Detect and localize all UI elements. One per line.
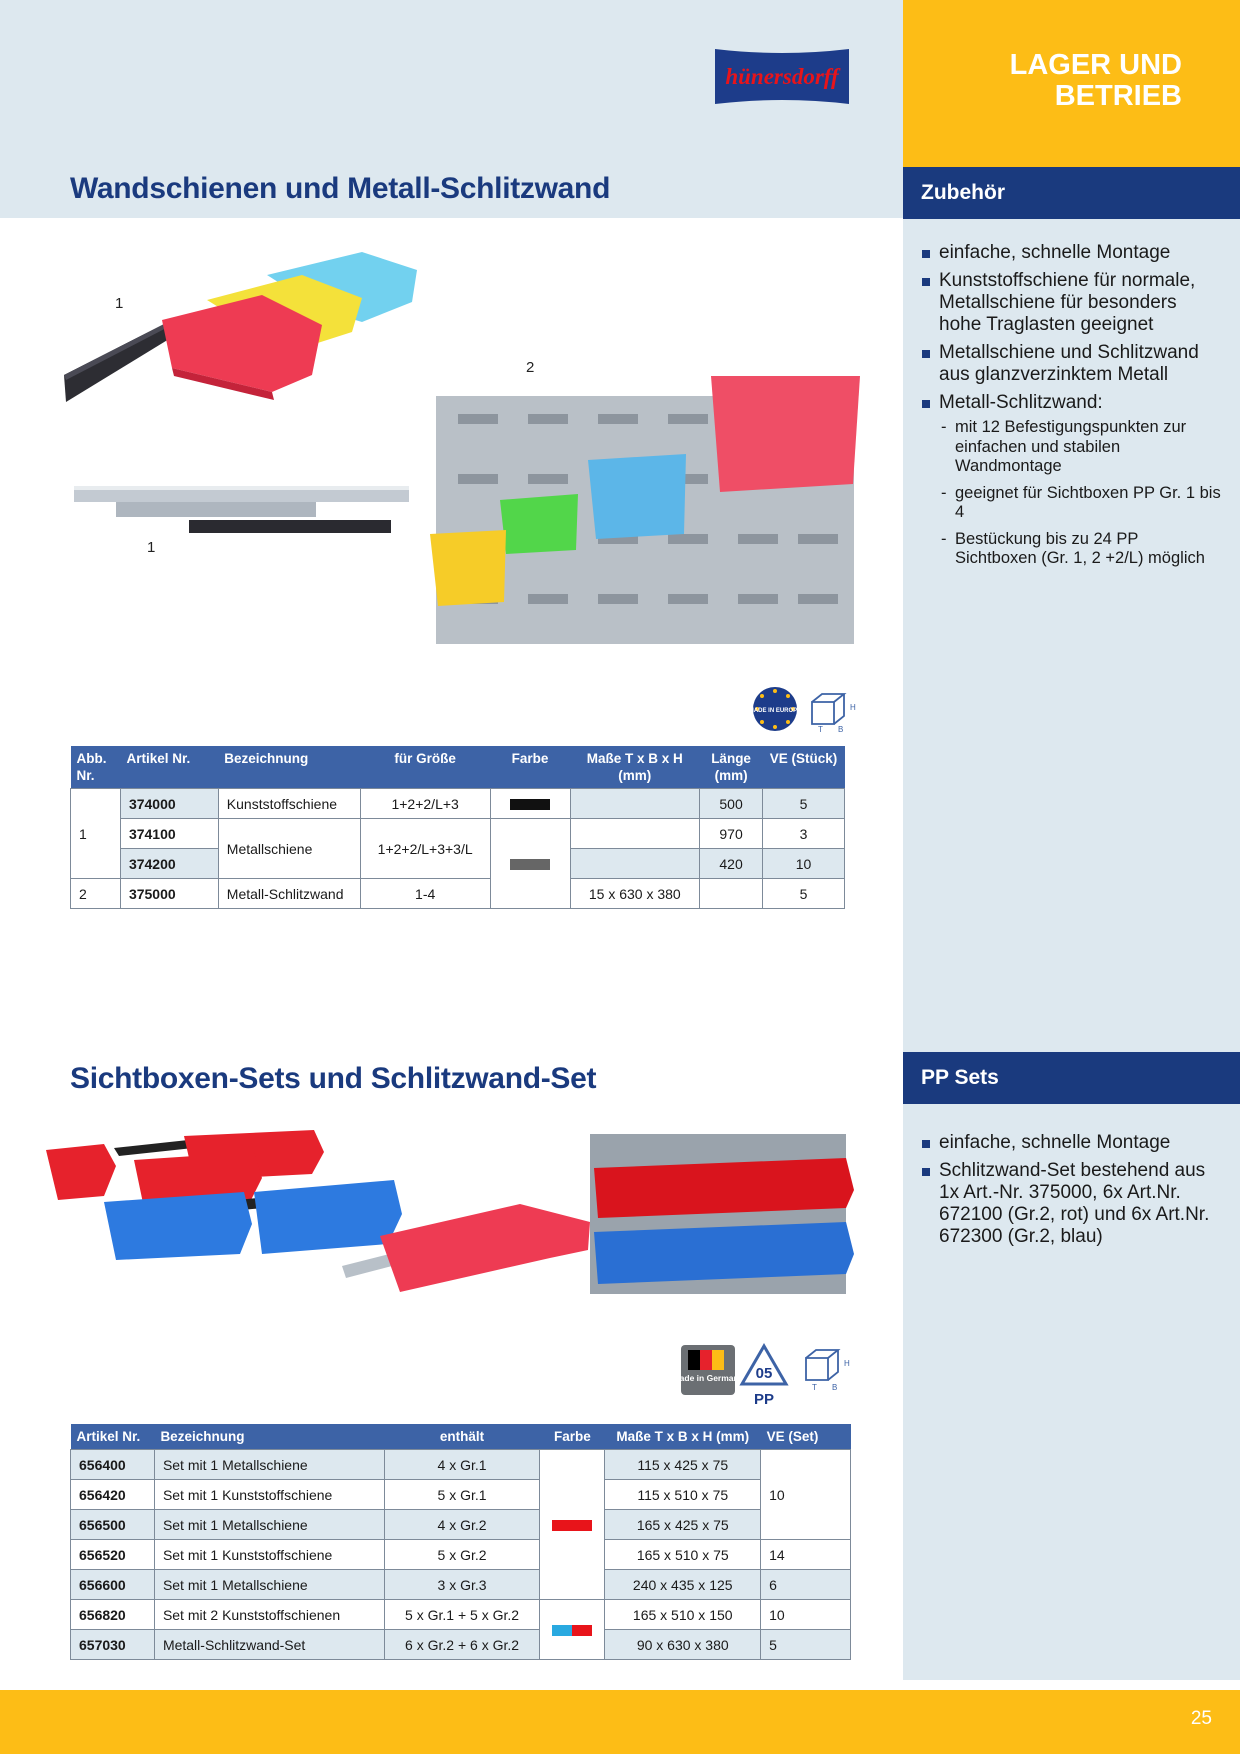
made-in-europe-badge — [748, 686, 802, 732]
col-header: Maße T x B x H (mm) — [605, 1424, 761, 1450]
col-header: VE (Set) — [761, 1424, 851, 1450]
footer-band — [0, 1690, 1240, 1754]
cell-masse: 240 x 435 x 125 — [605, 1570, 761, 1600]
callout-1b: 1 — [147, 539, 156, 556]
col-header: Länge (mm) — [700, 746, 763, 789]
cell-farbe — [490, 819, 570, 909]
cell-groesse: 1-4 — [360, 879, 490, 909]
cell-artikel: 657030 — [71, 1630, 155, 1660]
bullet-item — [921, 1160, 1221, 1248]
cell-farbe — [490, 789, 570, 819]
dim-b-label: B — [832, 1383, 838, 1392]
bullet-item — [921, 242, 1221, 264]
col-header: Abb. Nr. — [71, 746, 121, 789]
cell-masse: 15 x 630 x 380 — [570, 879, 700, 909]
col-header: Artikel Nr. — [71, 1424, 155, 1450]
slotted-wall-set-photo — [588, 1128, 860, 1296]
logo-text: hünersdorff — [725, 64, 839, 89]
cell-artikel: 374000 — [120, 789, 218, 819]
table-header-row — [71, 1424, 851, 1450]
cell-artikel: 656500 — [71, 1510, 155, 1540]
bullet-item — [921, 392, 1221, 569]
col-header: Farbe — [490, 746, 570, 789]
cell-laenge — [700, 879, 763, 909]
cell-bezeichnung: Metall-Schlitzwand — [218, 879, 360, 909]
table-row — [71, 1630, 851, 1660]
bullet-item — [921, 342, 1221, 386]
dimensions-cube-icon-2 — [798, 1344, 852, 1392]
sub-bullet-text: mit 12 Befestigungspunkten zur einfachen und stabilen Wandmontage — [955, 418, 1187, 475]
cell-ve: 6 — [761, 1570, 851, 1600]
cell-abb: 1 — [71, 789, 121, 879]
cell-masse — [570, 789, 700, 819]
bullet-square-icon — [922, 400, 930, 408]
category-header — [903, 0, 1240, 167]
bullet-text: einfache, schnelle Montage — [939, 1132, 1171, 1153]
bullet-square-icon — [922, 278, 930, 286]
bullet-text: Metallschiene und Schlitzwand aus glanzverzinktem Metall — [939, 342, 1199, 385]
section2-product-table — [70, 1424, 851, 1660]
cell-ve: 5 — [763, 879, 845, 909]
cell-bezeichnung: Set mit 1 Kunststoffschiene — [154, 1540, 384, 1570]
cell-bezeichnung: Set mit 1 Metallschiene — [154, 1510, 384, 1540]
col-header: für Größe — [360, 746, 490, 789]
table-row — [71, 1480, 851, 1510]
section1-title: Wandschienen und Metall-Schlitzwand — [70, 172, 611, 205]
cell-artikel: 656400 — [71, 1450, 155, 1480]
cell-laenge: 970 — [700, 819, 763, 849]
cell-masse: 165 x 510 x 75 — [605, 1540, 761, 1570]
cell-laenge: 500 — [700, 789, 763, 819]
slotted-wall-photo — [428, 374, 860, 648]
cell-artikel: 375000 — [120, 879, 218, 909]
color-swatch-red — [552, 1520, 592, 1531]
bullet-text: Schlitzwand-Set bestehend aus 1x Art.-Nr. 375000, 6x Art.Nr. 672100 (Gr.2, rot) und 6x Art.Nr. 672300 (Gr.2, blau) — [939, 1160, 1210, 1247]
cell-artikel: 374200 — [120, 849, 218, 879]
cell-masse — [570, 819, 700, 849]
cell-farbe — [540, 1450, 605, 1600]
cell-artikel: 374100 — [120, 819, 218, 849]
cell-artikel: 656520 — [71, 1540, 155, 1570]
section2-title: Sichtboxen-Sets und Schlitzwand-Set — [70, 1062, 597, 1095]
col-header: Maße T x B x H (mm) — [570, 746, 700, 789]
cell-enthaelt: 4 x Gr.1 — [384, 1450, 540, 1480]
callout-2: 2 — [526, 359, 535, 376]
section1-bullet-list — [921, 242, 1221, 576]
cell-bezeichnung: Set mit 1 Kunststoffschiene — [154, 1480, 384, 1510]
cell-ve: 10 — [761, 1600, 851, 1630]
plastic-rail-bins-photo — [340, 1196, 600, 1296]
cell-ve: 14 — [761, 1540, 851, 1570]
made-in-germany-badge — [672, 1344, 744, 1396]
cell-ve: 10 — [761, 1450, 851, 1540]
col-header: Bezeichnung — [154, 1424, 384, 1450]
brand-logo — [711, 47, 853, 106]
dimensions-cube-icon — [806, 688, 854, 732]
three-rails-photo — [72, 484, 412, 536]
cell-artikel: 656820 — [71, 1600, 155, 1630]
cell-ve: 10 — [763, 849, 845, 879]
sub-bullet-item: - Bestückung bis zu 24 PP Sichtboxen (Gr. 1, 2 +2/L) möglich — [941, 529, 1205, 567]
section1-product-table — [70, 746, 845, 909]
cell-ve: 5 — [761, 1630, 851, 1660]
table-row — [71, 1540, 851, 1570]
cell-ve: 5 — [763, 789, 845, 819]
color-swatch-red-blue — [552, 1625, 592, 1636]
cell-enthaelt: 5 x Gr.1 — [384, 1480, 540, 1510]
sub-bullet-text: Bestückung bis zu 24 PP Sichtboxen (Gr. 1, 2 +2/L) möglich — [955, 529, 1205, 567]
dim-h-label: H — [844, 1359, 850, 1368]
page-number: 25 — [1190, 1708, 1212, 1729]
cell-artikel: 656600 — [71, 1570, 155, 1600]
cell-bezeichnung: Metall-Schlitzwand-Set — [154, 1630, 384, 1660]
recycling-code-text: 05 — [755, 1365, 773, 1382]
dim-b-label: B — [838, 725, 844, 734]
cell-abb: 2 — [71, 879, 121, 909]
cell-enthaelt: 3 x Gr.3 — [384, 1570, 540, 1600]
table-row — [71, 789, 845, 819]
category-text: LAGER UND BETRIEB — [1009, 49, 1182, 112]
cell-masse: 115 x 425 x 75 — [605, 1450, 761, 1480]
bullet-square-icon — [922, 1168, 930, 1176]
sub-bullet-list — [939, 418, 1221, 569]
cell-groesse: 1+2+2/L+3 — [360, 789, 490, 819]
cell-groesse: 1+2+2/L+3+3/L — [360, 819, 490, 879]
bullet-square-icon — [922, 1140, 930, 1148]
bullet-text: einfache, schnelle Montage — [939, 242, 1171, 263]
cell-enthaelt: 4 x Gr.2 — [384, 1510, 540, 1540]
cell-bezeichnung: Kunststoffschiene — [218, 789, 360, 819]
cell-masse: 165 x 510 x 150 — [605, 1600, 761, 1630]
dim-t-label: T — [818, 725, 823, 734]
col-header: Farbe — [540, 1424, 605, 1450]
made-in-germany-text: Made in Germany — [672, 1373, 744, 1383]
bullet-text: Kunststoffschiene für normale, Metallschiene für besonders hohe Traglasten geeignet — [939, 270, 1196, 335]
cell-bezeichnung: Set mit 1 Metallschiene — [154, 1570, 384, 1600]
col-header: Bezeichnung — [218, 746, 360, 789]
table-row — [71, 1510, 851, 1540]
cell-laenge: 420 — [700, 849, 763, 879]
made-in-europe-text: MADE IN EUROPE — [748, 708, 802, 714]
bullet-square-icon — [922, 250, 930, 258]
sub-bullet-item: - geeignet für Sichtboxen PP Gr. 1 bis 4 — [941, 483, 1221, 521]
cell-ve: 3 — [763, 819, 845, 849]
table-row — [71, 879, 845, 909]
cell-masse — [570, 849, 700, 879]
cell-artikel: 656420 — [71, 1480, 155, 1510]
material-code-text: PP — [753, 1391, 775, 1408]
cell-farbe — [540, 1600, 605, 1660]
rail-with-bins-photo — [62, 250, 422, 410]
color-swatch-black — [510, 799, 550, 810]
cell-enthaelt: 6 x Gr.2 + 6 x Gr.2 — [384, 1630, 540, 1660]
bullet-item — [921, 270, 1221, 336]
bullet-item — [921, 1132, 1221, 1154]
cell-masse: 165 x 425 x 75 — [605, 1510, 761, 1540]
section2-sidebar-title: PP Sets — [903, 1052, 1240, 1104]
bullet-square-icon — [922, 350, 930, 358]
cell-bezeichnung: Set mit 1 Metallschiene — [154, 1450, 384, 1480]
sub-bullet-text: geeignet für Sichtboxen PP Gr. 1 bis 4 — [955, 483, 1221, 521]
sub-bullet-item: - mit 12 Befestigungspunkten zur einfachen und stabilen Wandmontage — [941, 418, 1187, 475]
category-title — [903, 50, 1182, 112]
section2-bullet-list — [921, 1132, 1221, 1254]
table-row — [71, 1570, 851, 1600]
cell-masse: 90 x 630 x 380 — [605, 1630, 761, 1660]
table-row — [71, 819, 845, 849]
dim-t-label: T — [812, 1383, 817, 1392]
cell-enthaelt: 5 x Gr.2 — [384, 1540, 540, 1570]
cell-enthaelt: 5 x Gr.1 + 5 x Gr.2 — [384, 1600, 540, 1630]
cell-bezeichnung: Set mit 2 Kunststoffschienen — [154, 1600, 384, 1630]
table-row — [71, 1450, 851, 1480]
table-header-row — [71, 746, 845, 789]
bullet-text: Metall-Schlitzwand: — [939, 392, 1103, 413]
table-row — [71, 1600, 851, 1630]
callout-1: 1 — [115, 295, 124, 312]
col-header: enthält — [384, 1424, 540, 1450]
cell-masse: 115 x 510 x 75 — [605, 1480, 761, 1510]
col-header: Artikel Nr. — [120, 746, 218, 789]
color-swatch-grey — [510, 859, 550, 870]
col-header: VE (Stück) — [763, 746, 845, 789]
section1-sidebar-title: Zubehör — [903, 167, 1240, 219]
dim-h-label: H — [850, 703, 856, 712]
recycling-pp-icon — [738, 1342, 790, 1410]
cell-bezeichnung: Metallschiene — [218, 819, 360, 879]
